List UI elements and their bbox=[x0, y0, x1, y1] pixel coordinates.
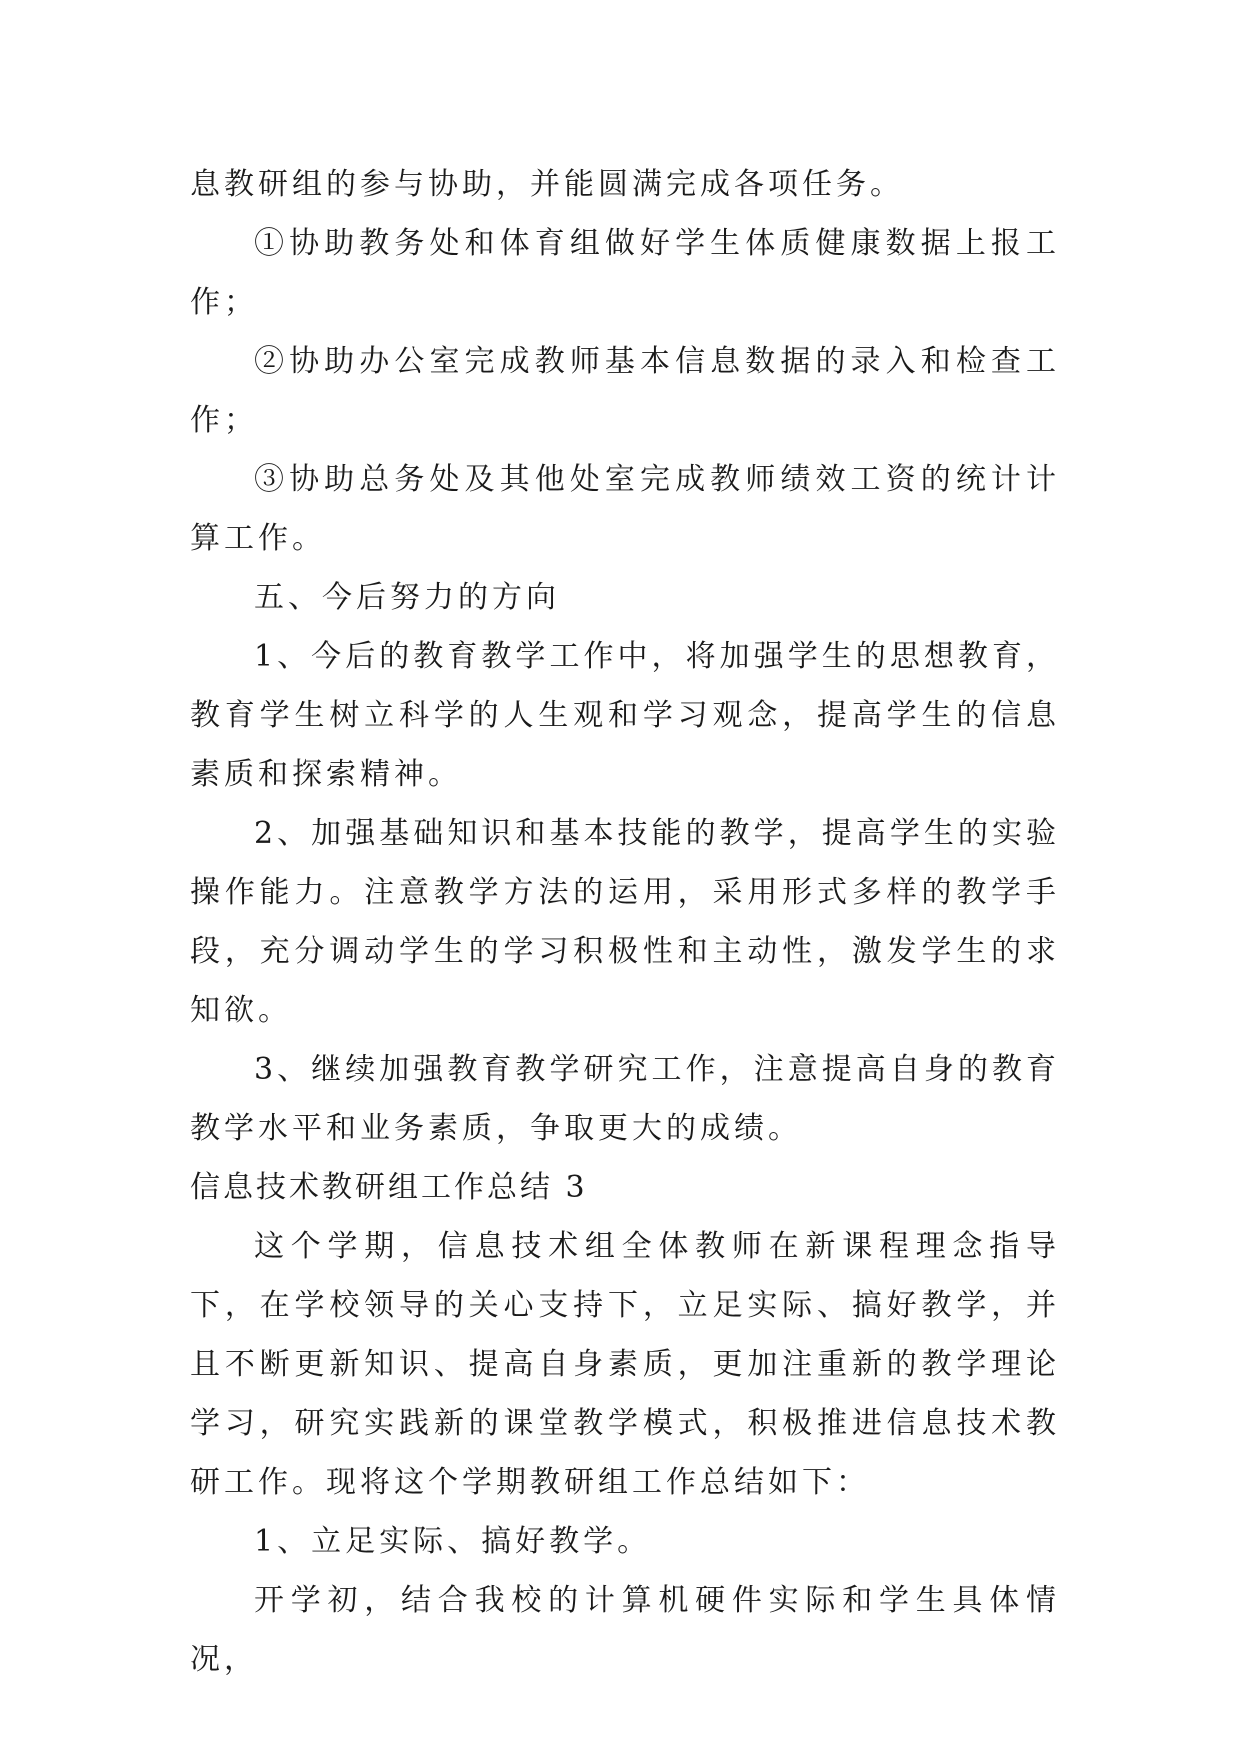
paragraph-direction-3: 3、继续加强教育教学研究工作，注意提高自身的教育教学水平和业务素质，争取更大的成绩。 bbox=[190, 1052, 1060, 1146]
paragraph-continuation: 息教研组的参与协助，并能圆满完成各项任务。 bbox=[190, 167, 904, 202]
section-heading-future-direction: 五、今后努力的方向 bbox=[254, 580, 560, 615]
paragraph-item-1: ①协助教务处和体育组做好学生体质健康数据上报工作； bbox=[190, 226, 1060, 320]
paragraph-intro: 这个学期，信息技术组全体教师在新课程理念指导下，在学校领导的关心支持下，立足实际、搞好教学，并且不断更新知识、提高自身素质，更加注重新的教学理论学习，研究实践新的课堂教学模式，积极推进信息技术教研工作。现将这个学期教研组工作总结如下： bbox=[190, 1229, 1060, 1500]
paragraph-semester-start: 开学初，结合我校的计算机硬件实际和学生具体情况， bbox=[190, 1583, 1060, 1677]
document-title-summary-3: 信息技术教研组工作总结 3 bbox=[190, 1170, 588, 1205]
paragraph-item-3: ③协助总务处及其他处室完成教师绩效工资的统计计算工作。 bbox=[190, 462, 1060, 556]
document-body bbox=[190, 155, 1060, 1689]
section-heading-teaching: 1、立足实际、搞好教学。 bbox=[254, 1524, 652, 1559]
paragraph-direction-2: 2、加强基础知识和基本技能的教学，提高学生的实验操作能力。注意教学方法的运用，采用形式多样的教学手段，充分调动学生的学习积极性和主动性，激发学生的求知欲。 bbox=[190, 816, 1060, 1028]
paragraph-item-2: ②协助办公室完成教师基本信息数据的录入和检查工作； bbox=[190, 344, 1060, 438]
paragraph-direction-1: 1、今后的教育教学工作中，将加强学生的思想教育，教育学生树立科学的人生观和学习观念，提高学生的信息素质和探索精神。 bbox=[190, 639, 1060, 792]
